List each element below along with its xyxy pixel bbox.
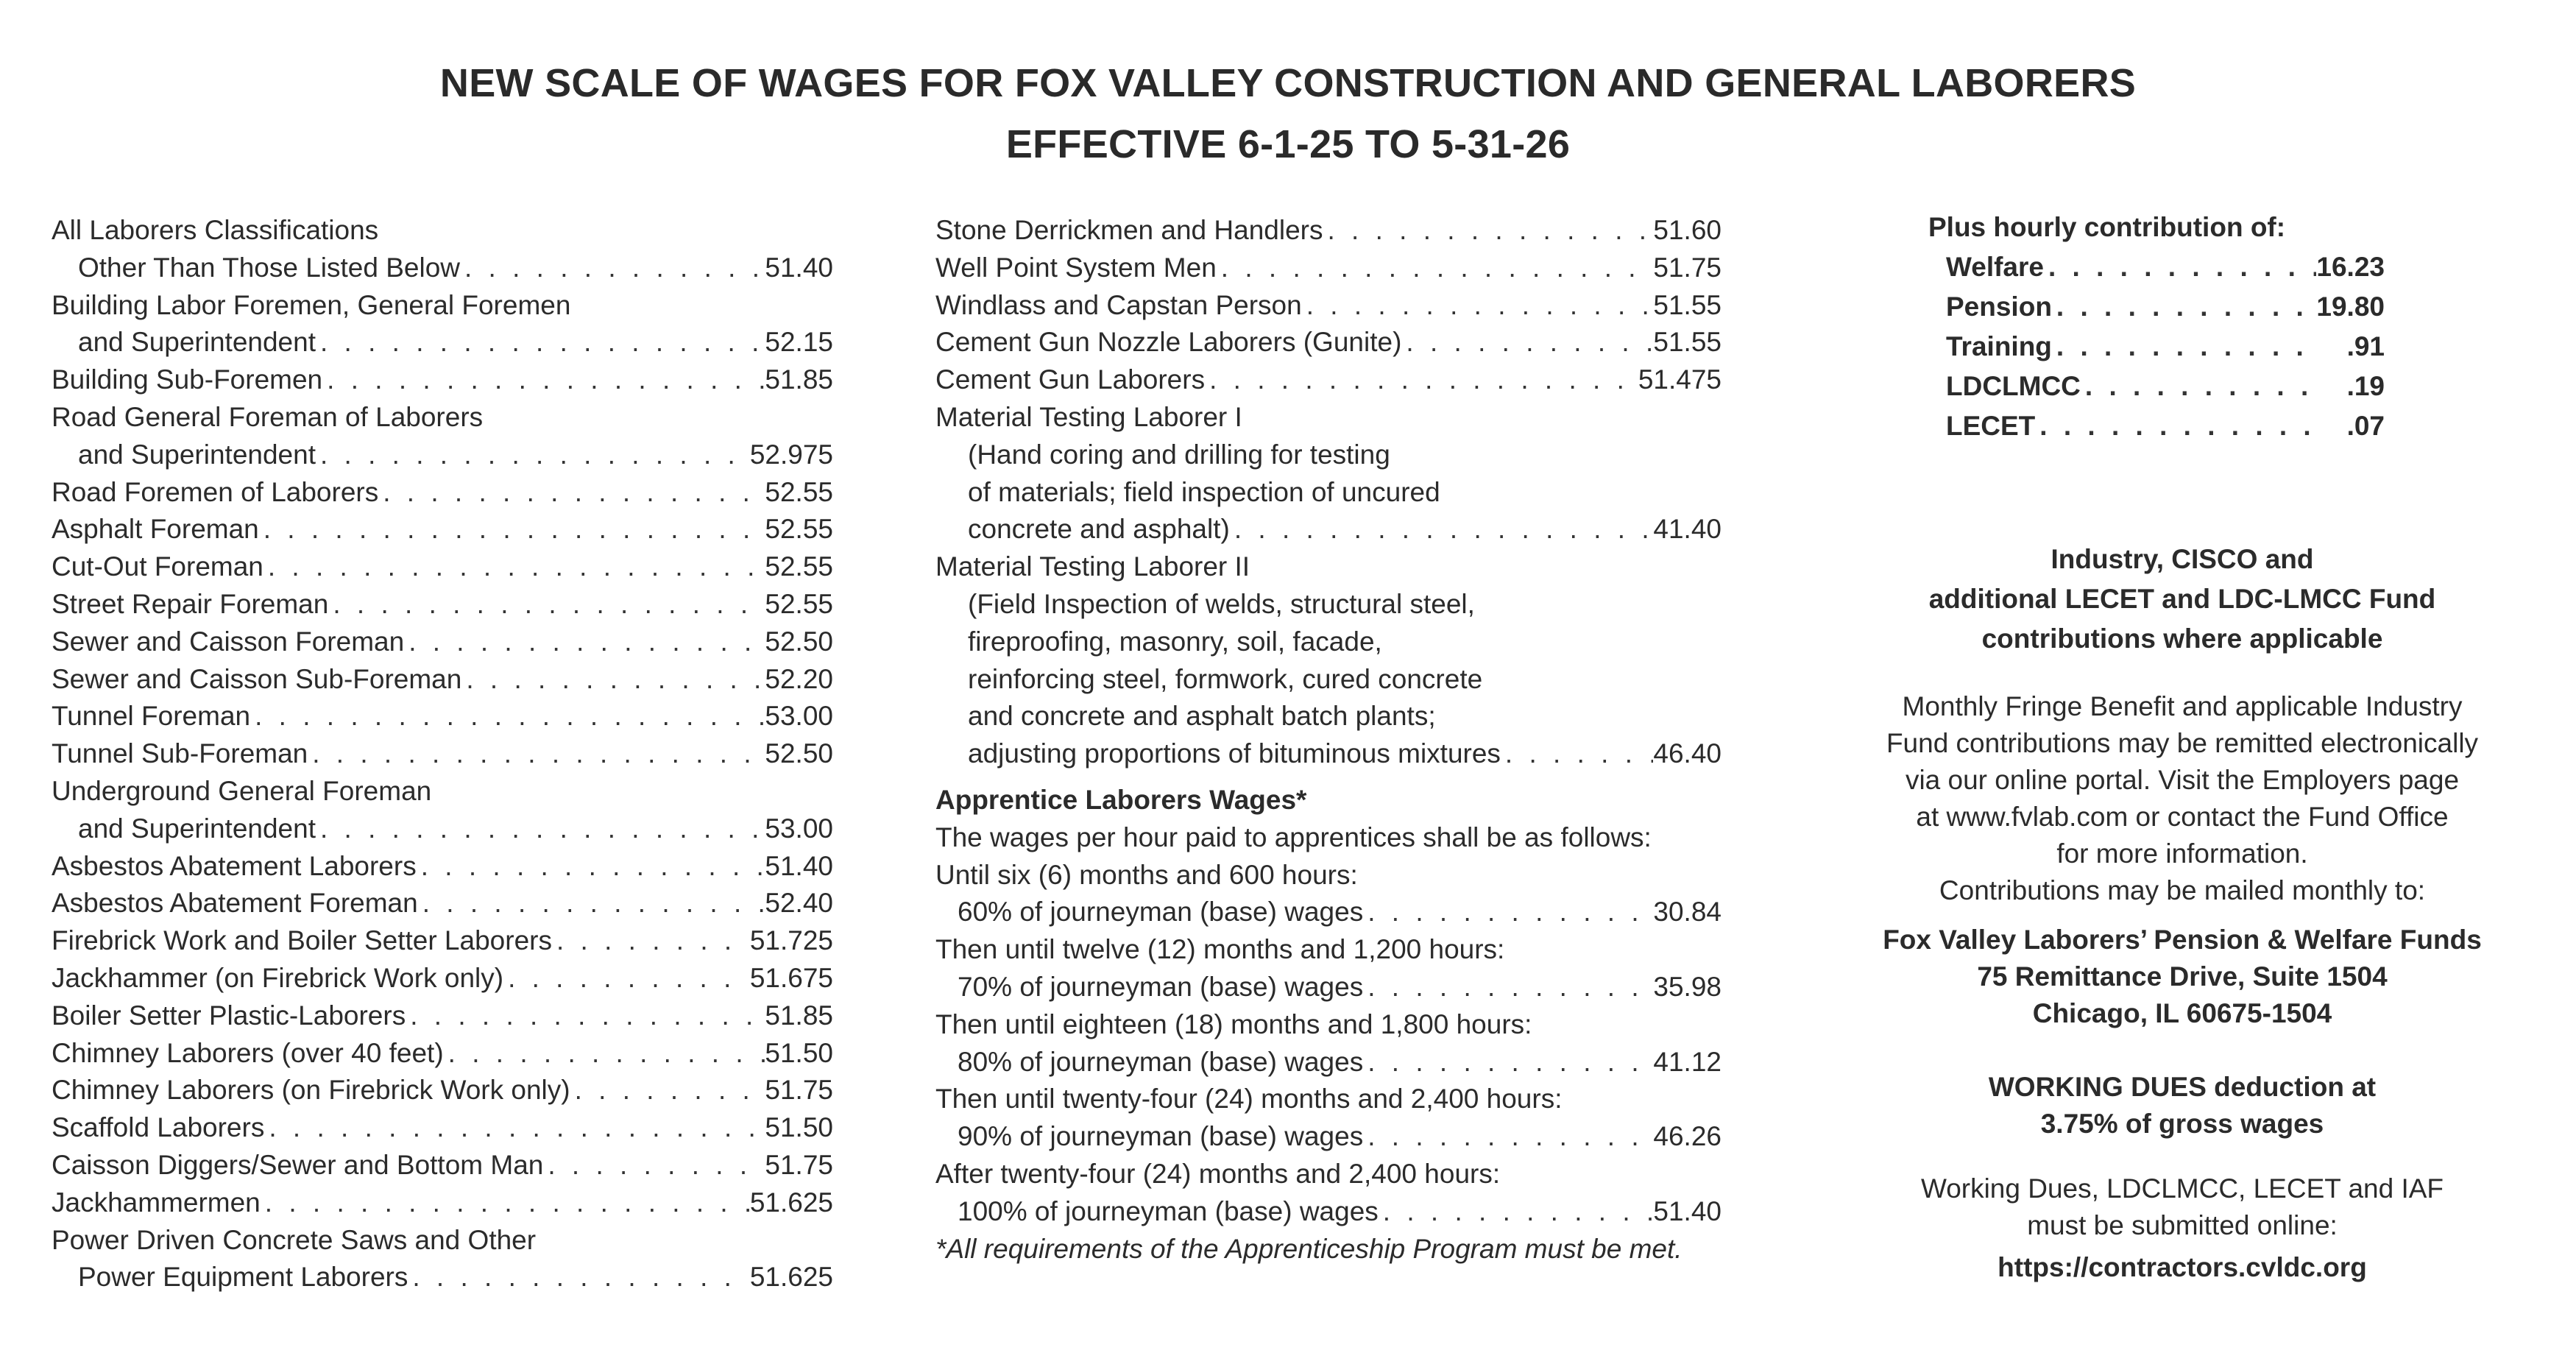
dot-leader [2044,247,2316,287]
wage-value: 19.80 [2316,292,2385,322]
dot-leader [264,1109,765,1147]
mailing-address [1840,922,2524,1032]
classification-label: LECET [1946,411,2036,441]
hourly-contributions [1928,208,2385,446]
wage-value: 52.50 [765,626,833,657]
dot-leader [1379,1193,1654,1231]
wage-row [935,437,1722,474]
wage-row [52,548,833,586]
wage-value: 51.40 [1653,1195,1722,1226]
wage-list-middle [935,212,1722,1268]
monthly-note-line: at www.fvlab.com or contact the Fund Office [1916,802,2449,832]
wage-row [52,1147,833,1184]
classification-label: Cement Gun Nozzle Laborers (Gunite) [935,327,1402,358]
monthly-note-line: Contributions may be mailed monthly to: [1939,875,2426,905]
wage-value: 41.40 [1653,514,1722,545]
classification-label: Caisson Diggers/Sewer and Bottom Man [52,1149,544,1180]
wage-row [935,969,1722,1006]
wage-value: .19 [2346,371,2385,401]
classification-label: Windlass and Capstan Person [935,289,1302,320]
wage-row [935,1193,1722,1231]
monthly-note-line: Monthly Fringe Benefit and applicable Industry [1902,691,2463,721]
apprentice-period: Then until eighteen (18) months and 1,800 hours: [935,1008,1532,1039]
wage-row [52,661,833,699]
dot-leader [259,511,765,548]
dot-leader [322,361,765,399]
wage-value: 52.55 [765,476,833,507]
classification-label: Sewer and Caisson Sub-Foreman [52,663,462,694]
wage-value: 52.50 [765,738,833,769]
wage-row [935,661,1722,699]
classification-label: Material Testing Laborer II [935,551,1250,582]
dot-leader [417,848,765,886]
classification-label: Underground General Foreman [52,775,432,806]
wage-row [52,586,833,623]
classification-label: reinforcing steel, formwork, cured concrete [968,663,1483,694]
wage-row [935,586,1722,623]
wage-row [935,623,1722,661]
wage-row [52,212,833,250]
wage-value: 35.98 [1653,971,1722,1002]
wage-value: 51.725 [749,925,833,956]
classification-label: Street Repair Foreman [52,588,329,619]
wage-row [52,250,833,287]
dot-leader [2052,287,2316,327]
wage-row [935,894,1722,931]
wage-row [52,1109,833,1147]
classification-label: and Superintendent [78,327,316,358]
classification-label: 70% of journeyman (base) wages [958,971,1364,1002]
wage-row [935,287,1722,325]
dot-leader [408,1259,749,1296]
wage-row [52,287,833,325]
wage-value: 51.85 [765,364,833,395]
wage-row [52,511,833,548]
wage-value: 53.00 [765,701,833,732]
classification-label: and Superintendent [78,439,316,470]
dot-leader [461,661,765,699]
industry-note-line: Industry, CISCO and [2050,544,2314,574]
wage-value: 51.40 [765,252,833,283]
wage-row [52,735,833,773]
classification-label: of materials; field inspection of uncured [968,476,1440,507]
dot-leader [1401,324,1653,361]
address-line: Chicago, IL 60675-1504 [2032,998,2332,1028]
classification-label: 90% of journeyman (base) wages [958,1121,1364,1152]
dot-leader [250,698,765,735]
classification-label: Scaffold Laborers [52,1112,265,1143]
wage-value: 51.55 [1653,327,1722,358]
wage-row [935,212,1722,250]
classification-label: LDCLMCC [1946,371,2081,401]
contribution-heading: Plus hourly contribution of: [1928,212,2286,242]
classification-label: 80% of journeyman (base) wages [958,1046,1364,1077]
dot-leader [460,250,765,287]
wage-row [52,885,833,922]
wage-row [52,922,833,960]
wage-value: 52.55 [765,551,833,582]
classification-label: Firebrick Work and Boiler Setter Laborers [52,925,552,956]
dot-leader [404,623,765,661]
classification-label: Jackhammermen [52,1187,261,1218]
classification-label: Chimney Laborers (over 40 feet) [52,1037,444,1068]
dot-leader [1323,212,1653,250]
classification-label: Pension [1946,292,2052,322]
dot-leader [1363,1044,1653,1081]
wage-value: 52.975 [749,439,833,470]
monthly-note-line: Fund contributions may be remitted electronically [1886,728,2479,758]
classification-label: Building Sub-Foremen [52,364,323,395]
dot-leader [1230,511,1654,548]
wage-row [935,698,1722,735]
wage-value: 51.475 [1638,364,1722,395]
wage-value: 52.20 [765,663,833,694]
wage-value: 51.40 [765,850,833,881]
wage-row [52,1184,833,1222]
online-note-line: Working Dues, LDCLMCC, LECET and IAF [1920,1173,2444,1204]
apprentice-intro: The wages per hour paid to apprentices shall be as follows: [935,822,1652,852]
apprentice-period: Then until twenty-four (24) months and 2,400 hours: [935,1084,1563,1114]
monthly-note-line: for more information. [2056,838,2308,869]
classification-label: Tunnel Sub-Foreman [52,738,308,769]
wage-value: 30.84 [1653,897,1722,928]
classification-label: Welfare [1946,252,2044,282]
wage-value: 52.40 [765,888,833,919]
dot-leader [1363,1118,1653,1156]
wage-row [52,1259,833,1296]
address-line: Fox Valley Laborers’ Pension & Welfare Funds [1883,925,2482,955]
classification-label: Cement Gun Laborers [935,364,1206,395]
classification-label: 100% of journeyman (base) wages [958,1195,1379,1226]
classification-label: Asbestos Abatement Laborers [52,850,417,881]
wage-value: 51.50 [765,1112,833,1143]
wage-value: 51.675 [749,962,833,993]
wage-row [52,399,833,437]
apprentice-period: Until six (6) months and 600 hours: [935,859,1358,890]
contribution-row [1928,327,2385,367]
wage-row [935,399,1722,437]
dot-leader [543,1147,765,1184]
classification-label: (Hand coring and drilling for testing [968,439,1390,470]
wage-value: 46.40 [1653,738,1722,769]
dot-leader [316,437,750,474]
classification-label: adjusting proportions of bituminous mixtures [968,738,1501,769]
wage-row [935,250,1722,287]
classification-label: All Laborers Classifications [52,215,379,245]
address-line: 75 Remittance Drive, Suite 1504 [1977,961,2388,992]
wage-row [52,698,833,735]
contribution-row [1928,247,2385,287]
wage-row [935,548,1722,586]
working-dues-note [1840,1069,2524,1142]
apprentice-footnote: *All requirements of the Apprenticeship Program must be met. [935,1233,1682,1264]
wage-row [52,1222,833,1260]
classification-label: and Superintendent [78,813,316,844]
wage-value: 51.85 [765,1000,833,1031]
classification-label: (Field Inspection of welds, structural steel, [968,588,1475,619]
wage-value: 51.50 [765,1037,833,1068]
classification-label: Asphalt Foreman [52,514,259,545]
dot-leader [308,735,765,773]
dot-leader [261,1184,750,1222]
wage-value: 52.15 [765,327,833,358]
classification-label: Well Point System Men [935,252,1217,283]
classification-label: Chimney Laborers (on Firebrick Work only) [52,1075,570,1106]
wage-row [935,511,1722,548]
wage-row [935,735,1722,773]
monthly-note-line: via our online portal. Visit the Employers page [1905,765,2460,795]
dot-leader [263,548,765,586]
classification-label: fireproofing, masonry, soil, facade, [968,626,1382,657]
wage-row [52,997,833,1035]
classification-label: Other Than Those Listed Below [78,252,460,283]
industry-note-line: additional LECET and LDC-LMCC Fund [1928,584,2436,614]
wage-row [52,960,833,997]
wage-row [935,324,1722,361]
classification-label: Jackhammer (on Firebrick Work only) [52,962,504,993]
wage-value: 51.625 [749,1187,833,1218]
dot-leader [1302,287,1654,325]
dot-leader [316,324,765,361]
wage-row [52,810,833,848]
wage-value: 53.00 [765,813,833,844]
wage-row [52,848,833,886]
wage-value: 51.75 [1653,252,1722,283]
wage-value: 51.625 [749,1262,833,1293]
wage-value: .91 [2346,331,2385,361]
dot-leader [2081,367,2318,406]
dot-leader [1205,361,1638,399]
wage-value: .07 [2346,411,2385,441]
dot-leader [378,474,765,512]
classification-label: Building Labor Foremen, General Foremen [52,289,571,320]
dot-leader [1217,250,1654,287]
contribution-row [1928,406,2385,446]
wage-value: 52.55 [765,514,833,545]
wage-value: 51.75 [765,1075,833,1106]
dot-leader [570,1072,765,1109]
classification-label: Road Foremen of Laborers [52,476,379,507]
classification-label: Road General Foreman of Laborers [52,401,484,432]
wage-row [52,1035,833,1073]
classification-label: and concrete and asphalt batch plants; [968,701,1436,732]
classification-label: concrete and asphalt) [968,514,1230,545]
industry-note [1840,540,2524,659]
dot-leader [328,586,765,623]
wage-row [52,1072,833,1109]
wage-row [935,1044,1722,1081]
page-title: NEW SCALE OF WAGES FOR FOX VALLEY CONSTRUCTION AND GENERAL LABORERS [439,61,2137,105]
online-submission-note [1840,1170,2524,1244]
wage-value: 51.75 [765,1149,833,1180]
wage-row [52,474,833,512]
wage-row [52,773,833,810]
classification-label: Power Equipment Laborers [78,1262,408,1293]
dot-leader [1363,894,1653,931]
dot-leader [2052,327,2318,367]
dot-leader [444,1035,765,1073]
wage-value: 51.55 [1653,289,1722,320]
wage-value: 16.23 [2316,252,2385,282]
contribution-row [1928,367,2385,406]
classification-label: Material Testing Laborer I [935,401,1242,432]
wage-row [935,1118,1722,1156]
dues-line: WORKING DUES deduction at [1988,1072,2377,1102]
wage-row [935,474,1722,512]
wage-row [52,361,833,399]
dot-leader [2035,406,2318,446]
effective-dates: EFFECTIVE 6-1-25 TO 5-31-26 [1005,122,1571,166]
dot-leader [406,997,765,1035]
apprentice-heading: Apprentice Laborers Wages* [935,784,1307,815]
wage-value: 51.60 [1653,215,1722,245]
classification-label: Boiler Setter Plastic-Laborers [52,1000,406,1031]
wage-value: 41.12 [1653,1046,1722,1077]
wage-value: 46.26 [1653,1121,1722,1152]
industry-note-line: contributions where applicable [1981,623,2383,654]
apprentice-period: After twenty-four (24) months and 2,400 hours: [935,1158,1501,1189]
dot-leader [1363,969,1653,1006]
dot-leader [1501,735,1653,773]
wage-list-left [52,212,833,1296]
wage-row [52,324,833,361]
wage-row [52,437,833,474]
classification-label: Training [1946,331,2052,361]
classification-label: Cut-Out Foreman [52,551,263,582]
online-note-line: must be submitted online: [2027,1210,2338,1240]
dues-line: 3.75% of gross wages [2040,1109,2324,1139]
dot-leader [316,810,765,848]
wage-row [935,361,1722,399]
classification-label: 60% of journeyman (base) wages [958,897,1364,928]
wage-value: 52.55 [765,588,833,619]
classification-label: Asbestos Abatement Foreman [52,888,418,919]
classification-label: Stone Derrickmen and Handlers [935,215,1323,245]
classification-label: Sewer and Caisson Foreman [52,626,405,657]
dot-leader [418,885,765,922]
wage-row [52,623,833,661]
classification-label: Tunnel Foreman [52,701,251,732]
contribution-row [1928,287,2385,327]
contractor-portal-link[interactable]: https://contractors.cvldc.org [1998,1252,2367,1282]
monthly-remittance-note [1840,688,2524,909]
classification-label: Power Driven Concrete Saws and Other [52,1224,537,1255]
dot-leader [503,960,750,997]
dot-leader [552,922,750,960]
apprentice-period: Then until twelve (12) months and 1,200 hours: [935,934,1505,965]
